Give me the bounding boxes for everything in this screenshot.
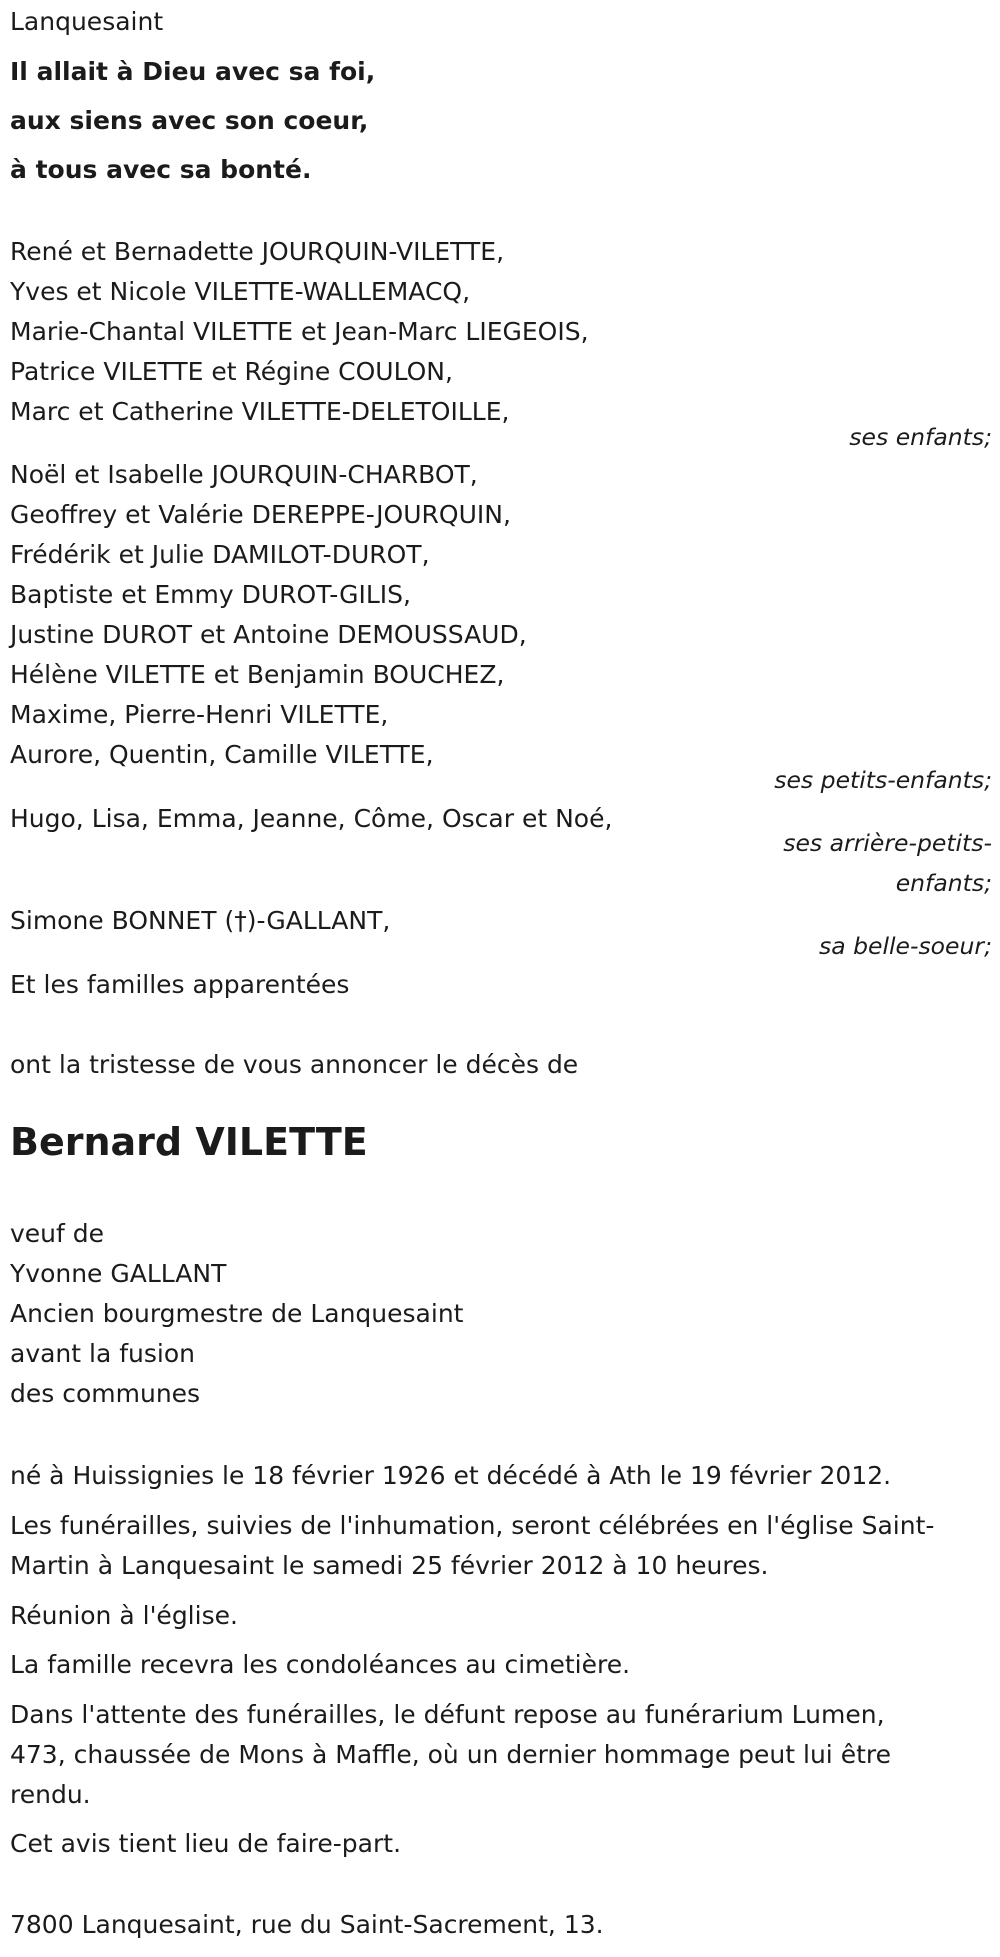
grandchildren-role: ses petits-enfants; bbox=[774, 766, 992, 794]
grandchild-line: Baptiste et Emmy DUROT-GILIS, bbox=[10, 580, 411, 609]
rest-line-1: Dans l'attente des funérailles, le défunt repose au funérarium Lumen, bbox=[10, 1700, 885, 1729]
place-header: Lanquesaint bbox=[10, 7, 164, 36]
child-line: Yves et Nicole VILETTE-WALLEMACQ, bbox=[10, 277, 471, 306]
birth-death-line: né à Huissignies le 18 février 1926 et décédé à Ath le 19 février 2012. bbox=[10, 1461, 892, 1490]
rest-line-3: rendu. bbox=[10, 1780, 91, 1809]
grandchild-line: Geoffrey et Valérie DEREPPE-JOURQUIN, bbox=[10, 500, 511, 529]
grandchild-line: Frédérik et Julie DAMILOT-DUROT, bbox=[10, 540, 430, 569]
quote-line-2: aux siens avec son coeur, bbox=[10, 106, 369, 135]
grandchild-line: Justine DUROT et Antoine DEMOUSSAUD, bbox=[10, 620, 527, 649]
grandchild-line: Noël et Isabelle JOURQUIN-CHARBOT, bbox=[10, 460, 478, 489]
child-line: Patrice VILETTE et Régine COULON, bbox=[10, 357, 453, 386]
quote-line-3: à tous avec sa bonté. bbox=[10, 155, 312, 184]
notice-line: Cet avis tient lieu de faire-part. bbox=[10, 1829, 402, 1858]
great-grandchildren-line: Hugo, Lisa, Emma, Jeanne, Côme, Oscar et Noé, bbox=[10, 804, 613, 833]
great-grandchildren-role-1: ses arrière-petits- bbox=[783, 829, 992, 857]
detail-line: veuf de bbox=[10, 1219, 105, 1248]
rest-line-2: 473, chaussée de Mons à Maffle, où un dernier hommage peut lui être bbox=[10, 1740, 891, 1769]
detail-line: Ancien bourgmestre de Lanquesaint bbox=[10, 1299, 464, 1328]
grandchild-line: Hélène VILETTE et Benjamin BOUCHEZ, bbox=[10, 660, 505, 689]
detail-line: des communes bbox=[10, 1379, 201, 1408]
deceased-name: Bernard VILETTE bbox=[10, 1120, 368, 1164]
announcement-line: ont la tristesse de vous annoncer le décès de bbox=[10, 1050, 579, 1079]
child-line: Marie-Chantal VILETTE et Jean-Marc LIEGEOIS, bbox=[10, 317, 589, 346]
detail-line: Yvonne GALLANT bbox=[10, 1259, 227, 1288]
condolences-line: La famille recevra les condoléances au cimetière. bbox=[10, 1650, 631, 1679]
grandchild-line: Aurore, Quentin, Camille VILETTE, bbox=[10, 740, 434, 769]
child-line: Marc et Catherine VILETTE-DELETOILLE, bbox=[10, 397, 510, 426]
meeting-line: Réunion à l'église. bbox=[10, 1601, 238, 1630]
address-line: 7800 Lanquesaint, rue du Saint-Sacrement, 13. bbox=[10, 1910, 604, 1939]
funeral-line-1: Les funérailles, suivies de l'inhumation, seront célébrées en l'église Saint- bbox=[10, 1511, 935, 1540]
funeral-line-2: Martin à Lanquesaint le samedi 25 février 2012 à 10 heures. bbox=[10, 1551, 769, 1580]
detail-line: avant la fusion bbox=[10, 1339, 195, 1368]
great-grandchildren-role-2: enfants; bbox=[895, 869, 992, 897]
grandchild-line: Maxime, Pierre-Henri VILETTE, bbox=[10, 700, 389, 729]
sister-in-law-line: Simone BONNET (†)-GALLANT, bbox=[10, 906, 391, 935]
families-line: Et les familles apparentées bbox=[10, 970, 350, 999]
sister-in-law-role: sa belle-soeur; bbox=[818, 932, 992, 960]
children-role: ses enfants; bbox=[849, 423, 992, 451]
child-line: René et Bernadette JOURQUIN-VILETTE, bbox=[10, 237, 505, 266]
quote-line-1: Il allait à Dieu avec sa foi, bbox=[10, 57, 376, 86]
